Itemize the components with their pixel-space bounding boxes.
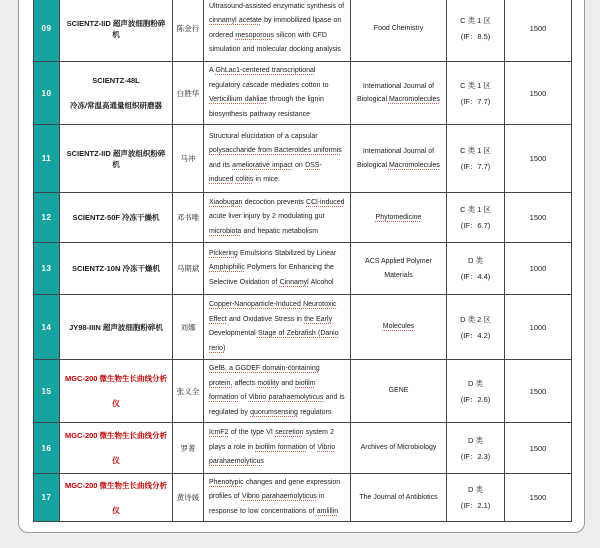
equipment-cell <box>60 125 172 192</box>
equipment-name: SCIENTZ-48L <box>92 76 140 85</box>
researcher-name: 白胜华 <box>176 88 200 98</box>
researcher-cell <box>173 423 203 473</box>
award-amount-cell <box>505 295 571 359</box>
equipment-name: SCIENTZ-IID 超声波细胞粉碎机 <box>66 18 166 39</box>
journal-cell <box>351 243 446 294</box>
award-amount: 1000 <box>529 322 547 332</box>
researcher-name: 罗菁 <box>180 443 196 453</box>
journal-name: International Journal of Biological Macromolecules <box>357 148 440 169</box>
category-label: D 类 <box>468 378 483 388</box>
row-number-cell: 09 <box>34 0 59 61</box>
equipment-name: MGC-200 微生物生长曲线分析 <box>64 431 168 440</box>
category-cell <box>447 474 504 521</box>
paper-title: Structural elucidation of a capsular polysaccharide from Bacteroides uniformis and its ameliorative impact on DSS-induced colitis in mice. <box>209 132 342 183</box>
impact-factor: (IF：2.3) <box>460 451 491 461</box>
journal-cell <box>351 125 446 192</box>
paper-title: Copper-Nanoparticle-Induced Neurotoxic Effect and Oxidative Stress in the Early Developmental Stage of Zebrafish (Danio rerio) <box>209 301 339 352</box>
journal-cell <box>351 360 446 422</box>
impact-factor: (IF：7.7) <box>460 96 491 106</box>
equipment-cell <box>60 474 172 521</box>
researcher-name: 刘娜 <box>180 322 196 332</box>
journal-name: ACS Applied Polymer Materials <box>365 258 432 279</box>
journal-name: International Journal of Biological Macromolecules <box>357 82 440 103</box>
category-cell <box>447 423 504 473</box>
impact-factor: (IF：2.6) <box>460 394 491 404</box>
journal-name: Molecules <box>382 323 415 331</box>
journal-cell <box>351 295 446 359</box>
researcher-name: 马冲 <box>180 154 196 163</box>
category-label: D 类 <box>468 485 483 494</box>
journal-cell <box>351 62 446 124</box>
equipment-cell <box>60 62 172 124</box>
equipment-cell <box>60 295 172 359</box>
impact-factor: (IF：6.7) <box>460 221 491 230</box>
journal-cell <box>351 0 446 61</box>
award-amount-cell <box>505 243 571 294</box>
equipment-name: 仪 <box>112 399 120 408</box>
award-amount-cell <box>505 0 571 61</box>
equipment-cell <box>60 243 172 294</box>
journal-name: Food Chemistry <box>373 24 424 32</box>
paper-title: A GhLac1-centered transcriptional regulatory cascade mediates cotton to Verticillium dahliae through the lignin biosynthesis pathway resistance <box>209 67 329 118</box>
researcher-name: 张义全 <box>176 386 200 396</box>
row-number-cell: 15 <box>34 360 59 422</box>
award-amount: 1500 <box>529 443 547 453</box>
equipment-name: SCIENTZ-50F 冷冻干燥机 <box>72 213 160 222</box>
award-amount: 1500 <box>529 493 547 502</box>
award-amount-cell <box>505 62 571 124</box>
category-cell <box>447 125 504 192</box>
row-number-cell: 14 <box>34 295 59 359</box>
award-amount: 1500 <box>529 213 547 222</box>
impact-factor: (IF：7.7) <box>460 162 491 171</box>
paper-title-cell <box>204 125 350 192</box>
journal-name: GENE <box>388 387 409 395</box>
equipment-name: MGC-200 微生物生长曲线分析 <box>64 374 168 383</box>
paper-title-cell <box>204 62 350 124</box>
researcher-cell <box>173 295 203 359</box>
equipment-cell <box>60 423 172 473</box>
researcher-cell <box>173 360 203 422</box>
award-amount: 1000 <box>529 264 547 273</box>
journal-name: The Journal of Antibiotics <box>359 493 438 501</box>
award-amount-cell <box>505 474 571 521</box>
category-cell <box>447 243 504 294</box>
impact-factor: (IF：4.2) <box>460 330 491 340</box>
impact-factor: (IF：2.1) <box>460 501 491 510</box>
category-label: D 类 2 区 <box>460 314 491 324</box>
paper-title-cell <box>204 295 350 359</box>
award-amount-cell <box>505 193 571 242</box>
paper-title: Pickering Emulsions Stabilized by Linear Amphiphilic Polymers for Enhancing the Selective Oxidation of Cinnamyl Alcohol <box>209 249 337 286</box>
paper-title-cell <box>204 243 350 294</box>
paper-title-cell <box>204 423 350 473</box>
category-label: D 类 <box>468 256 483 265</box>
category-cell <box>447 62 504 124</box>
researcher-cell <box>173 0 203 61</box>
paper-title-cell <box>204 0 350 61</box>
category-cell <box>447 295 504 359</box>
award-amount: 1500 <box>529 154 547 163</box>
row-number-cell: 12 <box>34 193 59 242</box>
researcher-cell <box>173 62 203 124</box>
category-cell <box>447 360 504 422</box>
researcher-cell <box>173 243 203 294</box>
equipment-name: 冷冻/常温高通量组织研磨器 <box>69 101 163 110</box>
row-number-cell: 17 <box>34 474 59 521</box>
category-label: C 类 1 区 <box>460 146 491 155</box>
researcher-name: 黄诗媛 <box>176 493 200 502</box>
researcher-cell <box>173 125 203 192</box>
row-number-cell: 11 <box>34 125 59 192</box>
category-cell <box>447 0 504 61</box>
researcher-name: 陈金行 <box>176 24 200 33</box>
document-card <box>18 0 585 533</box>
category-cell <box>447 193 504 242</box>
paper-title: Ultrasound-assisted enzymatic synthesis of cinnamyl acetate by immobilized lipase on ordered mesoporous silicon with CFD simulation and molecular docking analysis <box>209 2 345 53</box>
impact-factor: (IF：4.4) <box>460 272 491 281</box>
equipment-name: SCIENTZ-IID 超声波组织粉碎机 <box>66 148 166 169</box>
journal-cell <box>351 474 446 521</box>
equipment-cell <box>60 360 172 422</box>
category-label: C 类 1 区 <box>460 80 491 90</box>
row-number-cell: 10 <box>34 62 59 124</box>
journal-name: Archives of Microbiology <box>360 444 437 452</box>
award-amount-cell <box>505 360 571 422</box>
paper-title: IcmF2 of the type VI secretion system 2 plays a role in biofilm formation of Vibrio parahaemolyticus <box>209 429 336 466</box>
row-number-cell: 16 <box>34 423 59 473</box>
category-label: C 类 1 区 <box>460 16 491 25</box>
award-amount-cell <box>505 423 571 473</box>
researcher-cell <box>173 474 203 521</box>
researcher-name: 邓书唯 <box>176 213 200 222</box>
equipment-cell <box>60 193 172 242</box>
paper-title: GefB, a GGDEF domain-containing protein, affects motility and biofilm formation of Vibrio parahaemolyticus and is regulated by quorumsensing regulators <box>209 365 345 416</box>
journal-name: Phytomedicine <box>375 213 422 221</box>
journal-cell <box>351 193 446 242</box>
award-amount: 1500 <box>529 386 547 396</box>
researcher-name: 马期斌 <box>176 264 200 273</box>
researcher-cell <box>173 193 203 242</box>
award-amount: 1500 <box>529 24 547 33</box>
equipment-cell <box>60 0 172 61</box>
equipment-name: SCIENTZ-10N 冷冻干燥机 <box>72 264 160 273</box>
equipment-name: 仪 <box>112 505 120 515</box>
category-label: D 类 <box>468 435 483 445</box>
award-amount-cell <box>505 125 571 192</box>
paper-title: Phenotypic changes and gene expression profiles of Vibrio parahaemolyticus in response to low concentrations of amlillin <box>209 478 341 515</box>
impact-factor: (IF：8.5) <box>460 32 491 41</box>
paper-title-cell <box>204 474 350 521</box>
award-amount: 1500 <box>529 88 547 98</box>
equipment-name: MGC-200 微生物生长曲线分析 <box>64 480 168 490</box>
category-label: C 类 1 区 <box>460 205 491 214</box>
equipment-name: 仪 <box>112 456 120 465</box>
paper-title: Xiaobugan decoction prevents CCl-induced acute liver injury by 2 modulating gut microbiota and hepatic metabolism <box>209 198 345 235</box>
row-number-cell: 13 <box>34 243 59 294</box>
journal-cell <box>351 423 446 473</box>
award-table <box>33 0 572 522</box>
paper-title-cell <box>204 360 350 422</box>
paper-title-cell <box>204 193 350 242</box>
equipment-name: JY98-IIIN 超声波细胞粉碎机 <box>69 322 163 332</box>
